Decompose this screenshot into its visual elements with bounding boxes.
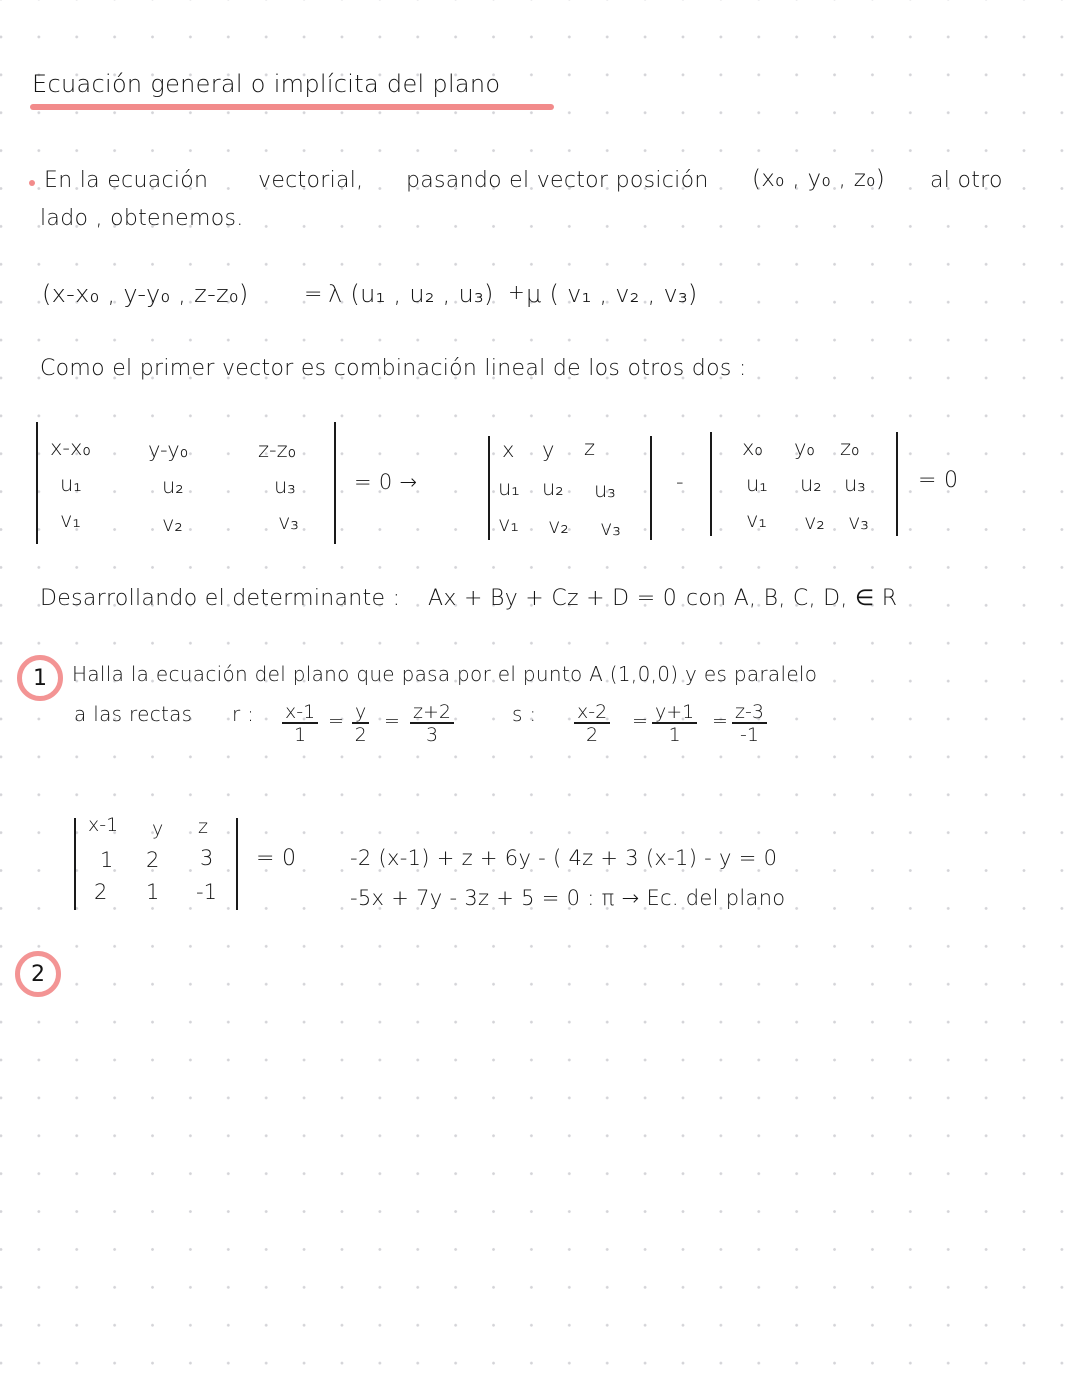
det-cell: u₃ [594,478,616,502]
det-cell: y-y₀ [148,438,189,462]
det-cell: z₀ [840,436,860,460]
det-cell: u₂ [542,476,564,500]
determinant-point [710,432,898,536]
vector-equation-plus: + [508,280,526,304]
det-cell: -1 [196,880,217,904]
exercise1-lines-prefix: a las rectas [74,702,193,726]
det-cell: x₀ [742,436,763,460]
det-cell: 3 [200,846,214,870]
line-r-fraction-x: $\frac{x-1}{1}$ [282,702,318,746]
bullet-dot [29,180,35,186]
equals-zero: = 0 [918,468,959,493]
det-cell: 2 [146,848,160,872]
det-cell: v₃ [278,510,299,534]
eq-sign: = [712,710,728,732]
det-cell: v₃ [600,516,621,540]
vector-equation-lhs: (x-x₀ , y-y₀ , z-z₀) [42,280,249,308]
det-cell: z [198,816,208,838]
vector-equation-eq: = [304,282,323,307]
det-cell: u₂ [800,472,822,496]
det-cell: z-z₀ [258,438,297,462]
exercise1-determinant [74,814,238,910]
det-cell: v₂ [804,510,825,534]
vector-equation-mu: μ ( v₁ , v₂ , v₃) [526,280,698,308]
line-s-fraction-y: $\frac{y+1}{1}$ [652,702,697,746]
det-cell: 1 [146,880,160,904]
eq-sign: = [632,710,648,732]
det-cell: 1 [100,848,114,872]
development-label: Desarrollando el determinante : [40,586,401,611]
exercise-number-badge: 2 [15,951,61,997]
position-vector: (x₀ , y₀ , z₀) [752,166,885,192]
det-cell: v₁ [746,508,767,532]
det-cell: x-1 [88,814,119,836]
line-s-fraction-x: $\frac{x-2}{2}$ [574,702,610,746]
det-cell: v₂ [162,512,183,536]
intro-text-c: pasando el vector posición [406,168,709,193]
line-r-label: r : [232,702,255,726]
exercise1-result: -5x + 7y - 3z + 5 = 0 : π → Ec. del plano [350,886,786,910]
det-cell: u₃ [844,472,866,496]
det-cell: u₁ [746,472,768,496]
determinant-xyz [488,436,652,540]
det-cell: y [542,438,555,462]
linear-combination-statement: Como el primer vector es combinación lineal de los otros dos : [40,356,747,381]
intro-text-a: En la ecuación [44,168,209,193]
exercise-number-badge: 1 [17,655,63,701]
det-cell: z [584,436,596,460]
line-s-label: s : [512,702,537,726]
vector-equation-lambda: λ (u₁ , u₂ , u₃) [328,280,494,308]
intro-text-line2: lado , obtenemos. [40,206,244,231]
intro-text-d: al otro [930,168,1003,193]
eq-sign: = [328,710,344,732]
det-cell: v₂ [548,514,569,538]
det-cell: y₀ [794,436,815,460]
line-r-fraction-z: $\frac{z+2}{3}$ [410,702,454,746]
general-equation: Ax + By + Cz + D = 0 [428,586,678,611]
det-cell: 2 [94,880,108,904]
title-underline [30,104,554,110]
det-cell: v₃ [848,510,869,534]
eq-sign: = [384,710,400,732]
det-cell: v₁ [498,512,519,536]
line-r-fraction-y: $\frac{y}{2}$ [352,702,369,746]
coefficients-condition: con A, B, C, D, ∈ R [686,586,898,611]
exercise1-det-equals-zero: = 0 [256,846,297,871]
det-cell: y [152,818,164,840]
det-cell: v₁ [60,508,81,532]
intro-text-b: vectorial, [258,168,364,193]
exercise1-step1: -2 (x-1) + z + 6y - ( 4z + 3 (x-1) - y = 0 [350,846,778,870]
det-cell: u₁ [498,476,520,500]
det-cell: u₁ [60,472,82,496]
determinant-general [36,422,336,544]
det-cell: x-x₀ [50,436,91,460]
det-cell: x [502,438,515,462]
line-s-fraction-z: $\frac{z-3}{-1}$ [732,702,767,746]
det-cell: u₃ [274,474,296,498]
equals-zero-arrow: = 0 → [354,470,418,494]
minus-sign: - [676,470,684,494]
page-title: Ecuación general o implícita del plano [32,70,501,98]
det-cell: u₂ [162,474,184,498]
exercise1-statement: Halla la ecuación del plano que pasa por el punto A (1,0,0) y es paralelo [72,662,818,686]
